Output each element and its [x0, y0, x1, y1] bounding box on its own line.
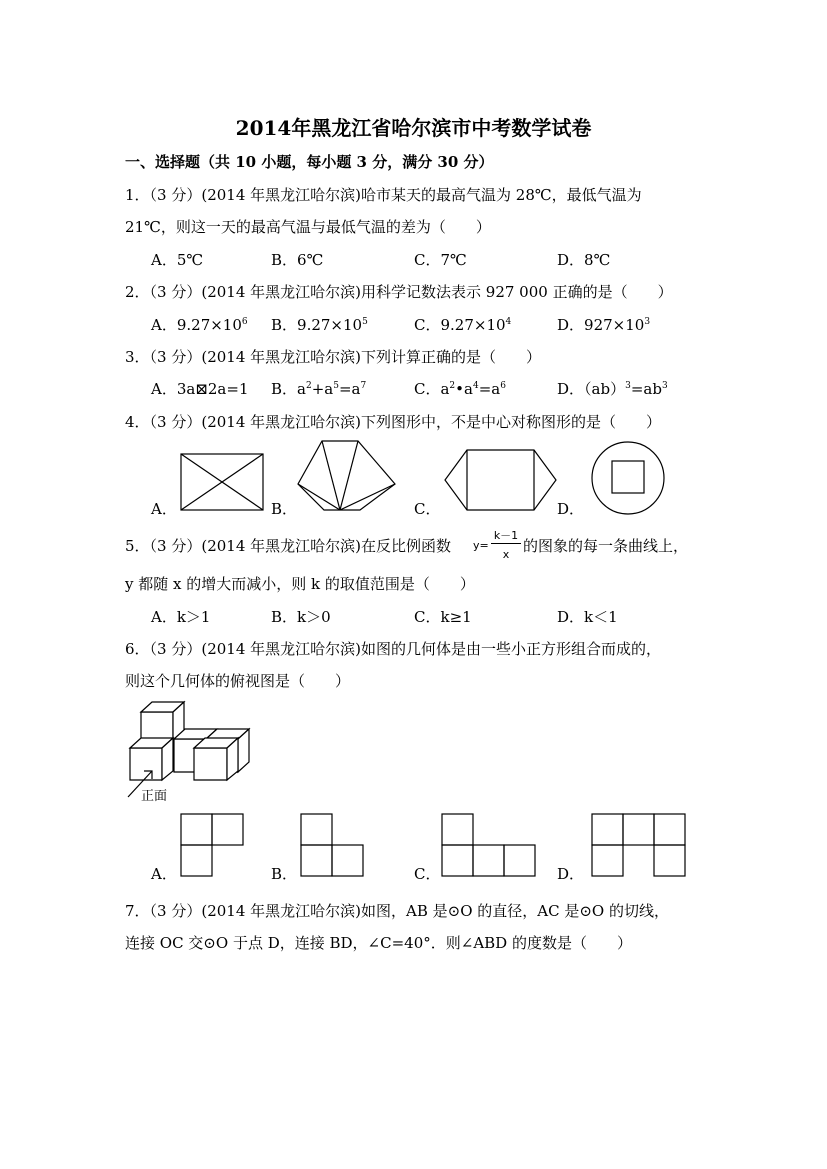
- q5-function-y: y=: [473, 539, 489, 552]
- q6-view-b: [301, 814, 363, 876]
- q1-option-d: D．8℃: [557, 251, 611, 269]
- q5-option-c: C．k≥1: [414, 608, 472, 626]
- q5-option-a: A．k＞1: [151, 608, 211, 626]
- q2-option-a: A．$9.27\times 10^6$: [151, 316, 248, 334]
- question-6-line-1: 6．（3 分）(2014 年黑龙江哈尔滨)如图的几何体是由一些小正方形组合而成的，: [125, 640, 662, 658]
- question-5-line-1-suffix: 的图象的每一条曲线上，: [523, 537, 689, 555]
- q3-option-d: D．$(ab)^3=ab^3$: [557, 380, 668, 398]
- q6-label-d: D．: [557, 865, 585, 883]
- question-3-line-1: 3．（3 分）(2014 年黑龙江哈尔滨)下列计算正确的是（ ）: [125, 348, 542, 366]
- front-view-label: 正面: [141, 789, 168, 804]
- question-7-line-1: 7．（3 分）(2014 年黑龙江哈尔滨)如图，AB 是⊙O 的直径，AC 是⊙O 的切线，: [125, 902, 669, 920]
- question-6-line-2: 则这个几何体的俯视图是（ ）: [125, 672, 351, 690]
- q6-label-c: C．: [414, 865, 441, 883]
- q4-label-a: A．: [151, 500, 177, 518]
- question-2-line-1: 2．（3 分）(2014 年黑龙江哈尔滨)用科学记数法表示 927 000 正确的是（ ）: [125, 283, 673, 301]
- q3-option-b: B．$a^2+a^5=a^7$: [271, 380, 367, 398]
- question-5-line-2: y 都随 x 的增大而减小，则 k 的取值范围是（ ）: [125, 575, 475, 593]
- q6-view-d: [592, 814, 685, 876]
- q1-option-c: C．7℃: [414, 251, 467, 269]
- q5-option-b: B．k＞0: [271, 608, 331, 626]
- q3-option-c: C．$a^2•a^4=a^6$: [414, 380, 506, 398]
- question-1-line-1: 1．（3 分）(2014 年黑龙江哈尔滨)哈市某天的最高气温为 28℃，最低气温为: [125, 186, 642, 204]
- q4-label-b: B．: [271, 500, 298, 518]
- section-heading: 一、选择题（共 10 小题，每小题 3 分，满分 30 分）: [125, 153, 494, 171]
- q6-label-b: B．: [271, 865, 298, 883]
- q5-fraction-denominator: x: [502, 548, 510, 561]
- q4-label-d: D．: [557, 500, 585, 518]
- q6-label-a: A．: [151, 865, 177, 883]
- q2-option-d: D．$927\times 10^3$: [557, 316, 651, 334]
- q5-fraction-numerator: k－1: [493, 529, 519, 542]
- q2-option-c: C．$9.27\times 10^4$: [414, 316, 512, 334]
- q6-view-c: [442, 814, 535, 876]
- question-4-line-1: 4．（3 分）(2014 年黑龙江哈尔滨)下列图形中，不是中心对称图形的是（ ）: [125, 413, 662, 431]
- question-7-line-2: 连接 OC 交⊙O 于点 D，连接 BD，∠C=40°．则∠ABD 的度数是（ ）: [125, 934, 632, 952]
- question-1-line-2: 21℃，则这一天的最高气温与最低气温的差为（ ）: [125, 218, 491, 236]
- q2-option-b: B．$9.27\times 10^5$: [271, 316, 368, 334]
- q3-option-a: A．3a⊠2a=1: [151, 380, 249, 398]
- q1-option-b: B．6℃: [271, 251, 324, 269]
- q1-option-a: A．5℃: [151, 251, 204, 269]
- q5-option-d: D．k＜1: [557, 608, 618, 626]
- question-5-line-1: 5．（3 分）(2014 年黑龙江哈尔滨)在反比例函数: [125, 537, 452, 555]
- q4-label-c: C．: [414, 500, 441, 518]
- q6-view-a: [181, 814, 243, 876]
- page-title: 2014年黑龙江省哈尔滨市中考数学试卷: [235, 116, 592, 140]
